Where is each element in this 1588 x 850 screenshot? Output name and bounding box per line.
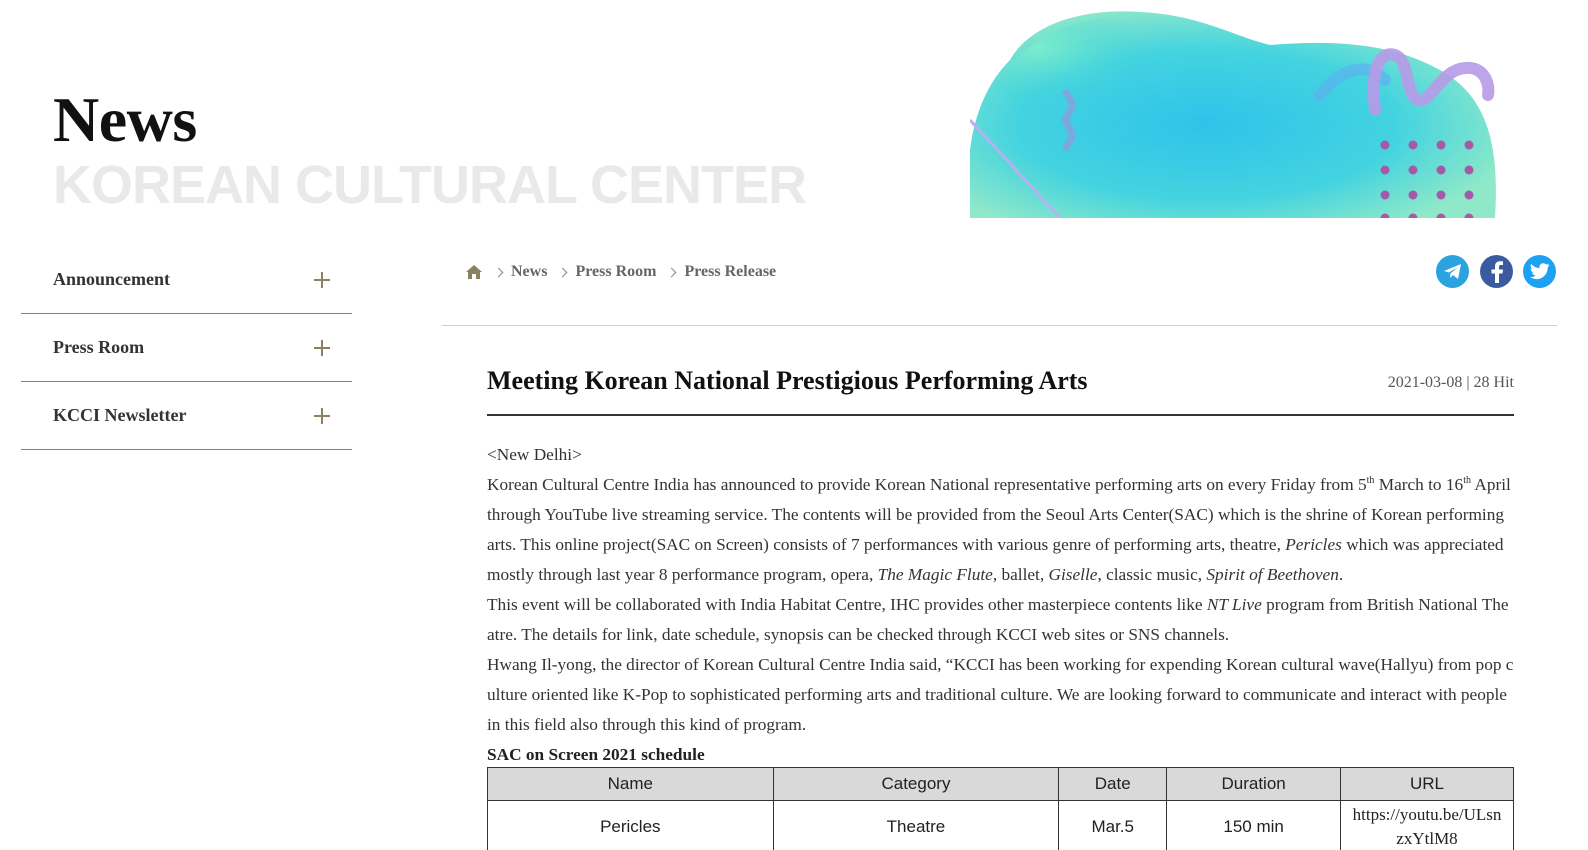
table-row [488, 801, 1514, 850]
article-body [487, 440, 1514, 770]
hero-decoration [970, 0, 1515, 218]
facebook-icon[interactable] [1480, 255, 1513, 288]
column-header-category: Category [773, 768, 1059, 801]
divider [442, 325, 1557, 326]
sidebar [21, 246, 352, 450]
home-icon[interactable] [465, 264, 483, 280]
title-divider [487, 414, 1514, 416]
breadcrumb-press-release[interactable]: Press Release [684, 263, 777, 280]
table-header-row [488, 768, 1514, 801]
article-title: Meeting Korean National Prestigious Performing Arts [487, 366, 1088, 395]
plus-icon[interactable] [314, 272, 330, 288]
cell-category: Theatre [773, 801, 1059, 850]
cell-duration: 150 min [1167, 801, 1341, 850]
column-header-duration: Duration [1167, 768, 1341, 801]
telegram-icon[interactable] [1436, 255, 1469, 288]
sidebar-item-label: Announcement [53, 269, 171, 289]
sidebar-item-label: Press Room [53, 337, 145, 357]
plus-icon[interactable] [314, 340, 330, 356]
sidebar-item-kcci-newsletter[interactable] [21, 382, 352, 450]
column-header-url: URL [1341, 768, 1514, 801]
breadcrumb-news[interactable]: News [511, 263, 548, 280]
sidebar-item-press-room[interactable] [21, 314, 352, 382]
breadcrumb-press-room[interactable]: Press Room [575, 263, 657, 280]
plus-icon[interactable] [314, 408, 330, 424]
page-title: News [53, 84, 197, 155]
cell-date: Mar.5 [1059, 801, 1167, 850]
cell-name: Pericles [488, 801, 774, 850]
breadcrumb [465, 263, 776, 281]
column-header-name: Name [488, 768, 774, 801]
article-paragraph-3: Hwang Il-yong, the director of Korean Cultural Centre India said, “KCCI has been working for expending Korean cultural wave(Hallyu) from pop culture oriented like K-Pop to sophisticated performing arts and traditional culture. We are looking forward to communicate and interact with people in this field also through this kind of program. [487, 655, 1514, 734]
chevron-right-icon [494, 267, 504, 277]
sidebar-item-label: KCCI Newsletter [53, 405, 187, 425]
schedule-heading: SAC on Screen 2021 schedule [487, 745, 705, 764]
cell-url-link[interactable]: https://youtu.be/ULsnzxYtlM8 [1341, 801, 1514, 850]
sidebar-item-announcement[interactable] [21, 246, 352, 314]
schedule-table [487, 767, 1514, 850]
chevron-right-icon [667, 267, 677, 277]
chevron-right-icon [558, 267, 568, 277]
page-subtitle: KOREAN CULTURAL CENTER [53, 155, 806, 215]
article-paragraph-2: This event will be collaborated with India Habitat Centre, IHC provides other masterpiece contents like NT Live program from British National Theatre. The details for link, date schedule, synopsis can be checked through KCCI web sites or SNS channels. [487, 595, 1509, 644]
twitter-icon[interactable] [1523, 255, 1556, 288]
article-meta: 2021-03-08 | 28 Hit [1387, 374, 1514, 391]
column-header-date: Date [1059, 768, 1167, 801]
article-paragraph-1: Korean Cultural Centre India has announced to provide Korean National representative performing arts on every Friday from 5th March to 16th April through YouTube live streaming service. The contents will be provided from the Seoul Arts Center(SAC) which is the shrine of Korean performing arts. This online project(SAC on Screen) consists of 7 performances with various genre of performing arts, theatre, Pericles which was appreciated mostly through last year 8 performance program, opera, The Magic Flute, ballet, Giselle, classic music, Spirit of Beethoven. [487, 475, 1511, 584]
article-location: <New Delhi> [487, 445, 582, 464]
